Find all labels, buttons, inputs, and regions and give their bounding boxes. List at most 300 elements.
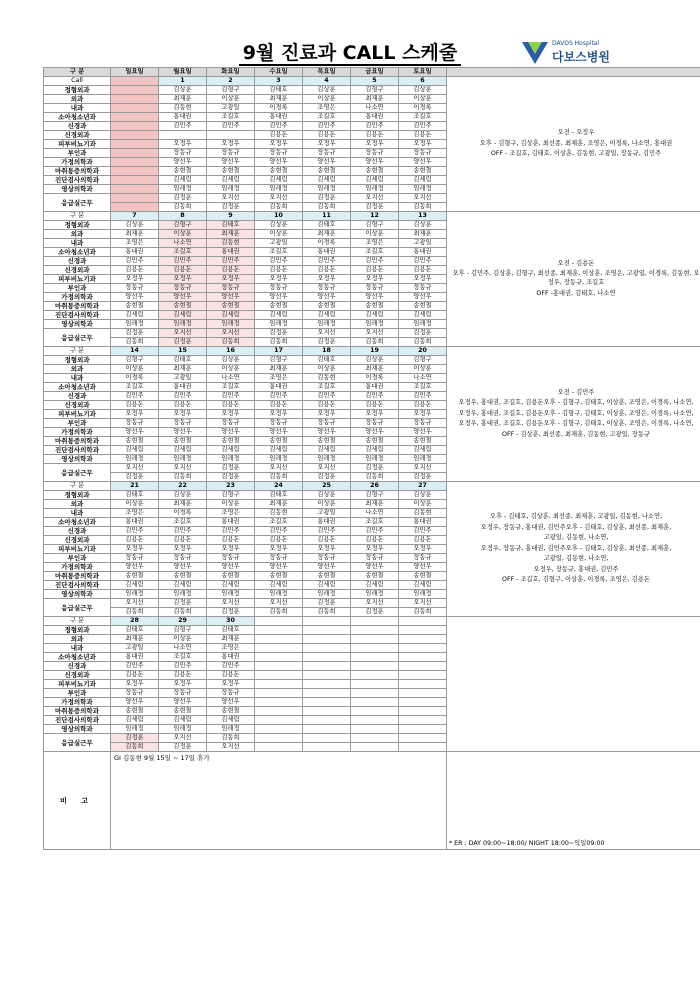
staff-cell: 최재훈	[159, 95, 207, 104]
staff-cell: 송현철	[399, 167, 447, 176]
department-label: 외과	[44, 95, 111, 104]
staff-cell: 양선우	[207, 428, 255, 437]
staff-cell: 김상훈	[399, 221, 447, 230]
department-label: 피부비뇨기과	[44, 680, 111, 689]
department-label: 피부비뇨기과	[44, 275, 111, 284]
staff-cell: 김민주	[351, 257, 399, 266]
date-cell: 23	[207, 482, 255, 491]
department-label: 마취통증의학과	[44, 437, 111, 446]
staff-cell: 조영은	[111, 509, 159, 518]
staff-cell: 김형구	[351, 221, 399, 230]
department-label: 소아청소년과	[44, 653, 111, 662]
staff-cell: 양선우	[399, 293, 447, 302]
staff-cell: 김용돈	[399, 536, 447, 545]
staff-cell: 이상훈	[111, 500, 159, 509]
column-header: 금요일	[351, 68, 399, 77]
staff-cell: 송현철	[303, 437, 351, 446]
staff-cell: 양선우	[303, 158, 351, 167]
date-cell	[351, 617, 399, 626]
staff-cell: 양선우	[399, 158, 447, 167]
date-cell: 22	[159, 482, 207, 491]
department-label: 외과	[44, 365, 111, 374]
staff-cell: 임래정	[159, 455, 207, 464]
staff-cell: 임래정	[255, 320, 303, 329]
date-cell: 14	[111, 347, 159, 356]
department-label: 신경외과	[44, 401, 111, 410]
staff-cell: 송현철	[255, 302, 303, 311]
staff-cell: 최재훈	[351, 365, 399, 374]
staff-cell: 김세림	[159, 716, 207, 725]
staff-cell: 송현철	[111, 437, 159, 446]
er-staff-cell: 김정훈	[351, 464, 399, 473]
staff-cell	[351, 707, 399, 716]
er-staff-cell: 오지선	[255, 599, 303, 608]
er-staff-cell: 김정훈	[255, 329, 303, 338]
staff-cell: 임래정	[399, 320, 447, 329]
department-label: 응급실근무	[44, 329, 111, 347]
remarks-text: GI 김동현 9월 15일 ~ 17일 휴가	[111, 752, 447, 850]
er-staff-cell: 김정훈	[399, 473, 447, 482]
staff-cell: 오정우	[351, 275, 399, 284]
department-label: 정형외과	[44, 86, 111, 95]
staff-cell: 장동규	[111, 419, 159, 428]
staff-cell	[351, 662, 399, 671]
er-hours-note: * ER : DAY 09:00~18:00/ NIGHT 18:00~익일09:00	[447, 752, 700, 850]
staff-cell: 나소연	[159, 239, 207, 248]
date-cell: 30	[207, 617, 255, 626]
staff-cell	[255, 707, 303, 716]
staff-cell: 송현철	[111, 302, 159, 311]
department-label: 신경과	[44, 527, 111, 536]
er-staff-cell: 김정훈	[111, 329, 159, 338]
staff-cell: 오정우	[159, 275, 207, 284]
staff-cell	[303, 716, 351, 725]
er-staff-cell: 김동희	[111, 338, 159, 347]
staff-cell: 김형구	[351, 86, 399, 95]
staff-cell	[255, 689, 303, 698]
staff-cell: 김민주	[159, 392, 207, 401]
staff-cell: 이상훈	[207, 500, 255, 509]
staff-cell: 오정우	[159, 410, 207, 419]
schedule-table	[43, 67, 700, 850]
date-cell: 2	[207, 77, 255, 86]
logo-mark-icon	[522, 42, 548, 64]
logo-name: 다보스병원	[552, 50, 610, 64]
er-staff-cell: 오지선	[207, 743, 255, 752]
staff-cell: 최재훈	[255, 500, 303, 509]
department-label: 응급실근무	[44, 194, 111, 212]
staff-cell: 오정우	[351, 545, 399, 554]
staff-cell: 최재훈	[303, 230, 351, 239]
staff-cell: 김민주	[399, 392, 447, 401]
staff-cell: 임래정	[207, 590, 255, 599]
staff-cell: 송현철	[351, 572, 399, 581]
staff-cell: 임래정	[207, 455, 255, 464]
staff-cell: 이상훈	[255, 230, 303, 239]
staff-cell	[303, 707, 351, 716]
er-staff-cell: 오지선	[207, 194, 255, 203]
staff-cell: 김동현	[399, 509, 447, 518]
staff-cell: 김태호	[255, 86, 303, 95]
er-staff-cell: 김동희	[351, 473, 399, 482]
staff-cell: 김용돈	[159, 266, 207, 275]
department-label: 정형외과	[44, 626, 111, 635]
staff-cell: 나소연	[351, 104, 399, 113]
department-label: 영상의학과	[44, 590, 111, 599]
staff-cell: 최재훈	[159, 365, 207, 374]
staff-cell: 김용돈	[351, 131, 399, 140]
staff-cell: 임래정	[159, 320, 207, 329]
staff-cell: 김동현	[159, 104, 207, 113]
staff-cell: 이경록	[159, 509, 207, 518]
staff-cell: 홍대권	[351, 383, 399, 392]
date-cell: 7	[111, 212, 159, 221]
staff-cell: 홍대권	[207, 653, 255, 662]
staff-cell: 송현철	[207, 167, 255, 176]
staff-cell: 고광일	[399, 239, 447, 248]
staff-cell: 고광일	[207, 104, 255, 113]
staff-cell	[159, 131, 207, 140]
department-label: 진단검사의학과	[44, 581, 111, 590]
week-notes	[447, 347, 700, 482]
staff-cell: 장동규	[207, 554, 255, 563]
staff-cell: 김용돈	[399, 266, 447, 275]
staff-cell: 이상훈	[159, 635, 207, 644]
staff-cell	[111, 95, 159, 104]
er-staff-cell: 김정훈	[159, 338, 207, 347]
staff-cell: 오정우	[303, 410, 351, 419]
staff-cell: 오정우	[255, 140, 303, 149]
staff-cell: 조길호	[207, 113, 255, 122]
staff-cell: 오정우	[399, 275, 447, 284]
staff-cell: 홍대권	[159, 113, 207, 122]
staff-cell: 임래정	[351, 320, 399, 329]
staff-cell: 이상훈	[159, 230, 207, 239]
date-cell: 1	[159, 77, 207, 86]
staff-cell: 송현철	[159, 437, 207, 446]
staff-cell	[255, 680, 303, 689]
staff-cell: 김민주	[159, 122, 207, 131]
department-label: 가정의학과	[44, 563, 111, 572]
date-cell: 15	[159, 347, 207, 356]
staff-cell: 김세림	[159, 311, 207, 320]
staff-cell: 김태호	[159, 356, 207, 365]
staff-cell	[351, 725, 399, 734]
department-label: 응급실근무	[44, 734, 111, 752]
staff-cell: 홍대권	[111, 518, 159, 527]
staff-cell: 최재훈	[255, 95, 303, 104]
department-label: 마취통증의학과	[44, 302, 111, 311]
er-staff-cell: 김정훈	[159, 599, 207, 608]
staff-cell: 김세림	[399, 581, 447, 590]
staff-cell: 송현철	[207, 707, 255, 716]
department-label: 가정의학과	[44, 428, 111, 437]
staff-cell	[351, 635, 399, 644]
staff-cell: 김용돈	[255, 401, 303, 410]
er-staff-cell: 오지선	[351, 194, 399, 203]
staff-cell: 이경록	[111, 374, 159, 383]
department-label: 정형외과	[44, 356, 111, 365]
staff-cell: 홍대권	[399, 248, 447, 257]
er-staff-cell: 오지선	[399, 194, 447, 203]
date-cell: 25	[303, 482, 351, 491]
staff-cell: 장동규	[159, 554, 207, 563]
staff-cell: 임래정	[255, 455, 303, 464]
staff-cell	[399, 689, 447, 698]
er-staff-cell: 김동희	[255, 473, 303, 482]
staff-cell	[399, 644, 447, 653]
staff-cell: 양선우	[111, 293, 159, 302]
staff-cell: 최재훈	[255, 365, 303, 374]
date-cell: 5	[351, 77, 399, 86]
staff-cell: 송현철	[111, 572, 159, 581]
staff-cell: 장동규	[303, 419, 351, 428]
department-label: 신경과	[44, 257, 111, 266]
staff-cell: 김민주	[303, 392, 351, 401]
staff-cell: 나소연	[207, 374, 255, 383]
er-staff-cell	[303, 734, 351, 743]
staff-cell: 양선우	[255, 563, 303, 572]
er-staff-cell: 김동희	[207, 338, 255, 347]
er-staff-cell: 김정훈	[351, 608, 399, 617]
date-cell	[399, 617, 447, 626]
date-cell	[111, 77, 159, 86]
staff-cell: 김민주	[207, 527, 255, 536]
er-staff-cell: 오지선	[159, 464, 207, 473]
department-label: 진단검사의학과	[44, 176, 111, 185]
staff-cell: 김상훈	[303, 86, 351, 95]
week-note-line: OFF -홍대권, 김태호, 나소연	[536, 289, 616, 297]
staff-cell	[351, 680, 399, 689]
staff-cell: 김세림	[159, 176, 207, 185]
staff-cell: 조길호	[255, 248, 303, 257]
department-label: 영상의학과	[44, 455, 111, 464]
staff-cell: 김민주	[207, 392, 255, 401]
staff-cell: 김세림	[351, 446, 399, 455]
er-staff-cell: 김동희	[399, 203, 447, 212]
staff-cell: 송현철	[159, 167, 207, 176]
er-staff-cell: 김동희	[159, 203, 207, 212]
staff-cell: 양선우	[351, 158, 399, 167]
staff-cell: 김세림	[399, 311, 447, 320]
staff-cell: 장동규	[399, 284, 447, 293]
staff-cell: 김용돈	[351, 536, 399, 545]
staff-cell: 송현철	[111, 707, 159, 716]
staff-cell	[255, 716, 303, 725]
staff-cell: 김민주	[303, 257, 351, 266]
staff-cell: 김용돈	[303, 536, 351, 545]
week-label: 구 분	[44, 482, 111, 491]
staff-cell	[399, 626, 447, 635]
staff-cell: 조영은	[303, 104, 351, 113]
staff-cell: 조길호	[351, 518, 399, 527]
staff-cell: 이경록	[255, 104, 303, 113]
staff-cell: 나소연	[351, 509, 399, 518]
staff-cell: 송현철	[207, 437, 255, 446]
date-cell	[255, 617, 303, 626]
staff-cell: 양선우	[207, 158, 255, 167]
er-staff-cell	[399, 734, 447, 743]
department-label: 피부비뇨기과	[44, 410, 111, 419]
staff-cell: 송현철	[303, 167, 351, 176]
department-label: 소아청소년과	[44, 383, 111, 392]
staff-cell: 양선우	[303, 293, 351, 302]
staff-cell: 장동규	[303, 284, 351, 293]
staff-cell	[111, 131, 159, 140]
staff-cell: 홍대권	[159, 383, 207, 392]
week-note-line: 오정우, 장동규, 홍대권, 김민주	[533, 565, 619, 573]
department-label: 신경외과	[44, 536, 111, 545]
er-staff-cell	[351, 734, 399, 743]
er-staff-cell	[111, 203, 159, 212]
staff-cell: 김민주	[255, 392, 303, 401]
staff-cell: 고광일	[111, 644, 159, 653]
staff-cell: 김세림	[111, 446, 159, 455]
department-label: 내과	[44, 644, 111, 653]
staff-cell: 김형구	[207, 86, 255, 95]
staff-cell: 양선우	[303, 563, 351, 572]
staff-cell: 김민주	[351, 527, 399, 536]
staff-cell	[399, 635, 447, 644]
staff-cell: 장동규	[399, 419, 447, 428]
staff-cell: 장동규	[351, 419, 399, 428]
department-label: 내과	[44, 509, 111, 518]
staff-cell: 김민주	[351, 122, 399, 131]
staff-cell: 이경록	[399, 104, 447, 113]
staff-cell: 김동현	[303, 374, 351, 383]
staff-cell: 김세림	[255, 581, 303, 590]
staff-cell: 양선우	[159, 428, 207, 437]
department-label: 피부비뇨기과	[44, 545, 111, 554]
department-label: 정형외과	[44, 221, 111, 230]
staff-cell: 장동규	[159, 419, 207, 428]
column-header: 토요일	[399, 68, 447, 77]
staff-cell: 조길호	[207, 383, 255, 392]
staff-cell: 양선우	[159, 698, 207, 707]
staff-cell: 김세림	[303, 446, 351, 455]
department-label: 신경과	[44, 662, 111, 671]
staff-cell: 홍대권	[207, 518, 255, 527]
er-staff-cell: 김정훈	[207, 473, 255, 482]
staff-cell: 홍대권	[207, 248, 255, 257]
staff-cell	[351, 626, 399, 635]
week-label: 구 분	[44, 212, 111, 221]
staff-cell: 김세림	[207, 311, 255, 320]
staff-cell: 김용돈	[207, 536, 255, 545]
notes-header	[447, 68, 700, 77]
department-label: 부인과	[44, 554, 111, 563]
staff-cell: 양선우	[255, 293, 303, 302]
week-label: Call	[44, 77, 111, 86]
staff-cell: 송현철	[399, 572, 447, 581]
staff-cell: 오정우	[399, 410, 447, 419]
er-staff-cell: 김동희	[111, 743, 159, 752]
staff-cell: 김세림	[255, 176, 303, 185]
staff-cell: 김세림	[255, 311, 303, 320]
er-staff-cell: 김동희	[159, 473, 207, 482]
staff-cell: 장동규	[255, 419, 303, 428]
staff-cell: 김세림	[303, 176, 351, 185]
staff-cell: 조길호	[399, 113, 447, 122]
department-label: 응급실근무	[44, 464, 111, 482]
staff-cell: 오정우	[303, 275, 351, 284]
staff-cell: 김민주	[255, 122, 303, 131]
remarks-label: 비 고	[44, 752, 111, 850]
date-cell: 24	[255, 482, 303, 491]
column-header: 구 분	[44, 68, 111, 77]
staff-cell: 최재훈	[351, 95, 399, 104]
department-label: 영상의학과	[44, 725, 111, 734]
er-staff-cell: 김정훈	[207, 608, 255, 617]
staff-cell: 최재훈	[159, 500, 207, 509]
staff-cell: 양선우	[207, 563, 255, 572]
date-cell: 17	[255, 347, 303, 356]
staff-cell: 김형구	[207, 491, 255, 500]
staff-cell: 장동규	[111, 689, 159, 698]
date-cell: 6	[399, 77, 447, 86]
staff-cell: 김용돈	[303, 131, 351, 140]
er-staff-cell: 오지선	[303, 329, 351, 338]
er-staff-cell: 김동희	[255, 203, 303, 212]
staff-cell: 장동규	[351, 149, 399, 158]
staff-cell: 김민주	[255, 527, 303, 536]
staff-cell: 송현철	[303, 302, 351, 311]
staff-cell: 김상훈	[111, 221, 159, 230]
staff-cell: 장동규	[207, 689, 255, 698]
er-staff-cell: 김동희	[255, 608, 303, 617]
department-label: 진단검사의학과	[44, 311, 111, 320]
staff-cell: 오정우	[255, 275, 303, 284]
staff-cell: 최재훈	[111, 230, 159, 239]
staff-cell: 고광일	[255, 239, 303, 248]
staff-cell: 조길호	[351, 248, 399, 257]
staff-cell: 김민주	[207, 662, 255, 671]
department-label: 가정의학과	[44, 158, 111, 167]
date-cell	[303, 617, 351, 626]
staff-cell: 김세림	[207, 581, 255, 590]
department-label: 마취통증의학과	[44, 707, 111, 716]
staff-cell: 김민주	[351, 392, 399, 401]
staff-cell: 이상훈	[399, 365, 447, 374]
er-staff-cell: 김동희	[399, 608, 447, 617]
staff-cell: 양선우	[111, 428, 159, 437]
staff-cell: 홍대권	[111, 248, 159, 257]
staff-cell: 송현철	[399, 437, 447, 446]
staff-cell: 임래정	[159, 185, 207, 194]
staff-cell: 김용돈	[207, 671, 255, 680]
er-staff-cell	[255, 743, 303, 752]
staff-cell: 임래정	[351, 590, 399, 599]
staff-cell: 장동규	[207, 284, 255, 293]
staff-cell: 장동규	[255, 554, 303, 563]
staff-cell: 김상훈	[159, 491, 207, 500]
er-staff-cell: 김정훈	[399, 329, 447, 338]
staff-cell: 송현철	[303, 572, 351, 581]
staff-cell	[255, 653, 303, 662]
er-staff-cell	[351, 743, 399, 752]
staff-cell	[255, 626, 303, 635]
er-staff-cell: 김동희	[303, 203, 351, 212]
staff-cell: 오정우	[207, 410, 255, 419]
date-cell: 10	[255, 212, 303, 221]
staff-cell: 송현철	[255, 572, 303, 581]
staff-cell: 장동규	[207, 419, 255, 428]
staff-cell: 장동규	[255, 149, 303, 158]
staff-cell: 오정우	[207, 275, 255, 284]
department-label: 피부비뇨기과	[44, 140, 111, 149]
week-notes	[447, 77, 700, 212]
er-staff-cell	[399, 743, 447, 752]
